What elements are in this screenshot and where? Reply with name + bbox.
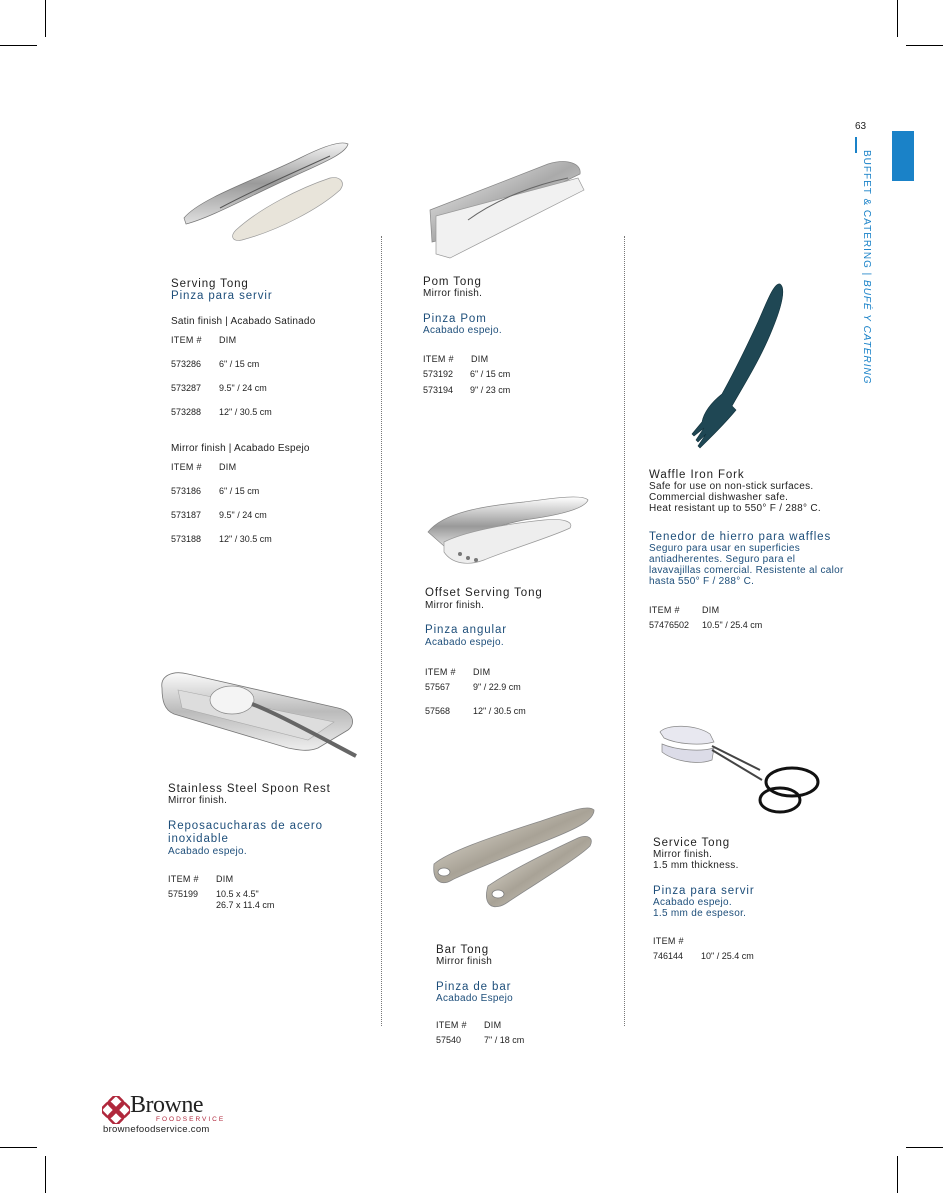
item-dim: 12" / 30.5 cm bbox=[473, 706, 526, 716]
bar-tong-image bbox=[428, 802, 598, 914]
item-header: ITEM # bbox=[171, 335, 202, 345]
item-number: 573186 bbox=[171, 486, 202, 496]
pom-tong-image bbox=[428, 158, 588, 262]
website-link[interactable]: brownefoodservice.com bbox=[103, 1124, 210, 1135]
item-number: 573194 bbox=[423, 385, 454, 395]
offset-tong-name-es: Pinza angular bbox=[425, 624, 508, 636]
service-tong-desc-es-1: Acabado espejo. bbox=[653, 897, 733, 908]
item-number: 57540 bbox=[436, 1035, 462, 1045]
dim-header: DIM bbox=[216, 874, 234, 884]
waffle-fork-desc-es-2: antiadherentes. Seguro para el bbox=[649, 554, 796, 565]
crop-mark bbox=[0, 45, 37, 46]
dim-header: DIM bbox=[471, 354, 489, 364]
browne-logo-icon bbox=[102, 1096, 130, 1124]
offset-tong-desc-es: Acabado espejo. bbox=[425, 637, 505, 648]
spoon-rest-name-en: Stainless Steel Spoon Rest bbox=[168, 783, 331, 795]
spoon-rest-desc-es: Acabado espejo. bbox=[168, 846, 248, 857]
section-label bbox=[861, 150, 872, 385]
column-divider bbox=[624, 236, 625, 1026]
item-number: 573192 bbox=[423, 369, 454, 379]
pom-tong-desc-en: Mirror finish. bbox=[423, 288, 483, 299]
page-accent-bar bbox=[855, 137, 857, 153]
waffle-fork-desc-es-3: lavavajillas comercial. Resistente al calor bbox=[649, 565, 844, 576]
offset-tong-name-en: Offset Serving Tong bbox=[425, 587, 543, 599]
pom-tong-name-en: Pom Tong bbox=[423, 276, 482, 288]
item-number: 57568 bbox=[425, 706, 451, 716]
item-number: 573187 bbox=[171, 510, 202, 520]
waffle-fork-name-es: Tenedor de hierro para waffles bbox=[649, 531, 832, 543]
page-number: 63 bbox=[855, 121, 867, 132]
crop-mark bbox=[897, 0, 898, 37]
item-number: 746144 bbox=[653, 951, 684, 961]
satin-finish-label: Satin finish | Acabado Satinado bbox=[171, 316, 316, 327]
item-header: ITEM # bbox=[653, 936, 684, 946]
item-header: ITEM # bbox=[436, 1020, 467, 1030]
serving-tong-name-en: Serving Tong bbox=[171, 278, 249, 290]
spoon-rest-name-es-1: Reposacucharas de acero bbox=[168, 820, 323, 832]
crop-mark bbox=[0, 1147, 37, 1148]
service-tong-image bbox=[656, 720, 822, 816]
item-number: 573287 bbox=[171, 383, 202, 393]
item-header: ITEM # bbox=[423, 354, 454, 364]
dim-header: DIM bbox=[702, 605, 720, 615]
section-label-sep: | bbox=[861, 268, 872, 281]
spoon-rest-name-es-2: inoxidable bbox=[168, 833, 229, 845]
pom-tong-desc-es: Acabado espejo. bbox=[423, 325, 503, 336]
section-tab bbox=[892, 131, 914, 181]
dim-header: DIM bbox=[219, 462, 237, 472]
mirror-finish-label: Mirror finish | Acabado Espejo bbox=[171, 443, 310, 454]
bar-tong-name-es: Pinza de bar bbox=[436, 981, 512, 993]
pom-tong-name-es: Pinza Pom bbox=[423, 313, 487, 325]
serving-tong-name-es: Pinza para servir bbox=[171, 290, 273, 302]
bar-tong-desc-es: Acabado Espejo bbox=[436, 993, 514, 1004]
spoon-rest-image bbox=[158, 664, 360, 760]
waffle-fork-desc-en-2: Commercial dishwasher safe. bbox=[649, 492, 789, 503]
item-header: ITEM # bbox=[168, 874, 199, 884]
dim-header: DIM bbox=[473, 667, 491, 677]
item-dim: 10.5" / 25.4 cm bbox=[702, 620, 763, 630]
item-number: 575199 bbox=[168, 889, 199, 899]
service-tong-desc-es-2: 1.5 mm de espesor. bbox=[653, 908, 747, 919]
service-tong-name-es: Pinza para servir bbox=[653, 885, 755, 897]
service-tong-desc-en-2: 1.5 mm thickness. bbox=[653, 860, 739, 871]
dim-header: DIM bbox=[219, 335, 237, 345]
waffle-fork-name-en: Waffle Iron Fork bbox=[649, 469, 745, 481]
waffle-fork-desc-en-3: Heat resistant up to 550° F / 288° C. bbox=[649, 503, 821, 514]
brand-name: Browne bbox=[130, 1092, 203, 1118]
item-header: ITEM # bbox=[649, 605, 680, 615]
item-header: ITEM # bbox=[425, 667, 456, 677]
item-header: ITEM # bbox=[171, 462, 202, 472]
service-tong-desc-en-1: Mirror finish. bbox=[653, 849, 713, 860]
item-number: 573286 bbox=[171, 359, 202, 369]
crop-mark bbox=[45, 1156, 46, 1193]
item-dim: 6" / 15 cm bbox=[219, 486, 260, 496]
bar-tong-desc-en: Mirror finish bbox=[436, 956, 493, 967]
bar-tong-name-en: Bar Tong bbox=[436, 944, 490, 956]
waffle-fork-desc-es-1: Seguro para usar en superficies bbox=[649, 543, 801, 554]
item-dim: 10.5 x 4.5" bbox=[216, 889, 259, 899]
item-number: 573188 bbox=[171, 534, 202, 544]
service-tong-name-en: Service Tong bbox=[653, 837, 731, 849]
section-label-es: BUFÉ Y CATERING bbox=[861, 280, 872, 385]
waffle-fork-image bbox=[676, 282, 788, 452]
item-number: 573288 bbox=[171, 407, 202, 417]
offset-tong-image bbox=[424, 492, 592, 570]
section-label-en: BUFFET & CATERING bbox=[861, 150, 872, 269]
item-dim-metric: 26.7 x 11.4 cm bbox=[216, 900, 275, 910]
crop-mark bbox=[45, 0, 46, 37]
item-dim: 6" / 15 cm bbox=[219, 359, 260, 369]
browne-logo bbox=[102, 1092, 226, 1124]
item-number: 57567 bbox=[425, 682, 451, 692]
item-dim: 12" / 30.5 cm bbox=[219, 534, 272, 544]
item-dim: 10" / 25.4 cm bbox=[701, 951, 754, 961]
item-dim: 9" / 22.9 cm bbox=[473, 682, 521, 692]
waffle-fork-desc-es-4: hasta 550° F / 288° C. bbox=[649, 576, 755, 587]
spoon-rest-desc-en: Mirror finish. bbox=[168, 795, 228, 806]
column-divider bbox=[381, 236, 382, 1026]
crop-mark bbox=[906, 1147, 943, 1148]
dim-header: DIM bbox=[484, 1020, 502, 1030]
item-dim: 7" / 18 cm bbox=[484, 1035, 525, 1045]
item-dim: 9" / 23 cm bbox=[470, 385, 511, 395]
offset-tong-desc-en: Mirror finish. bbox=[425, 600, 485, 611]
crop-mark bbox=[897, 1156, 898, 1193]
item-dim: 12" / 30.5 cm bbox=[219, 407, 272, 417]
item-number: 57476502 bbox=[649, 620, 690, 630]
brand-sub: FOODSERVICE bbox=[156, 1116, 226, 1123]
serving-tong-image bbox=[180, 138, 352, 244]
item-dim: 6" / 15 cm bbox=[470, 369, 511, 379]
waffle-fork-desc-en-1: Safe for use on non-stick surfaces. bbox=[649, 481, 814, 492]
item-dim: 9.5" / 24 cm bbox=[219, 383, 267, 393]
item-dim: 9.5" / 24 cm bbox=[219, 510, 267, 520]
crop-mark bbox=[906, 45, 943, 46]
